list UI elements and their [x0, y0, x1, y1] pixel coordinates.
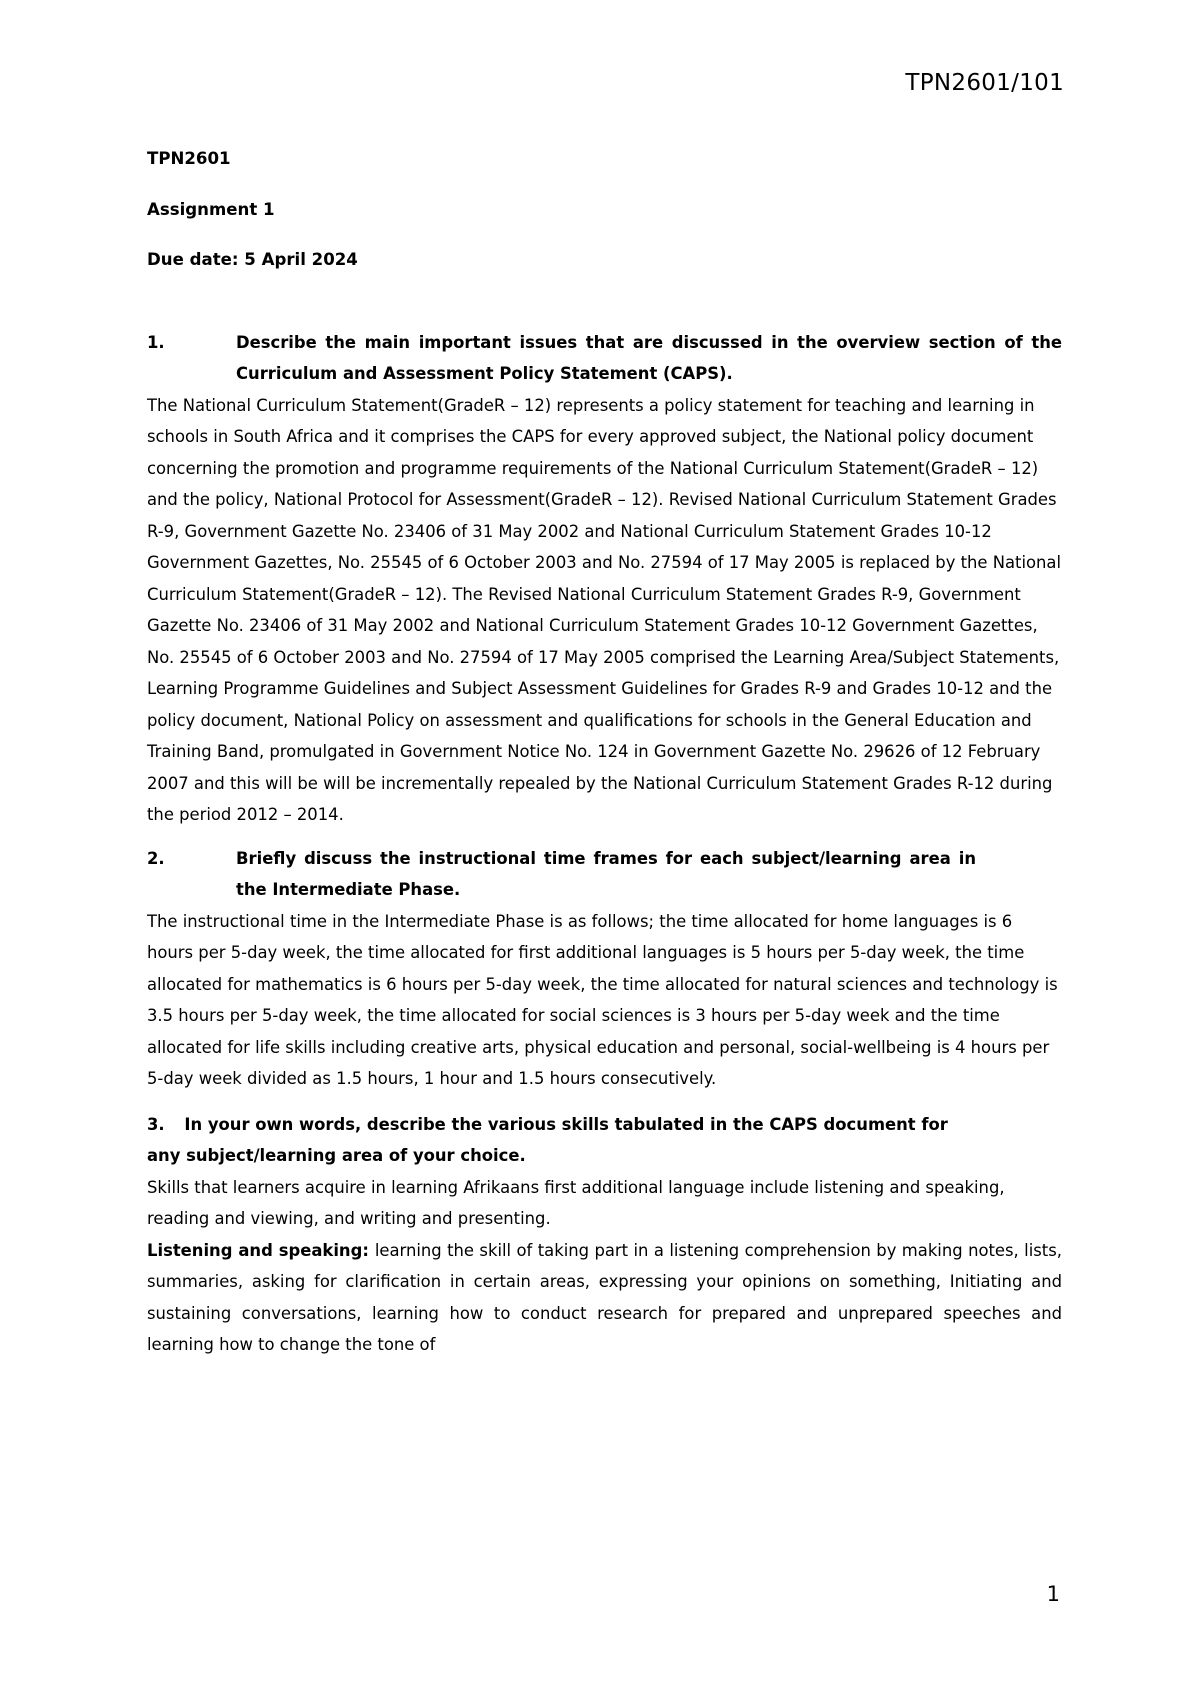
answer-2: The instructional time in the Intermediate Phase is as follows; the time allocated for home languages is 6 hours per 5-day week, the time allocated for first additional languages is 5 hours per 5-day week, the time allocated for mathematics is 6 hours per 5-day week, the time allocated for natural sciences and technology is 3.5 hours per 5-day week, the time allocated for social sciences is 3 hours per 5-day week and the time allocated for life skills including creative arts, physical education and personal, social-wellbeing is 4 hours per 5-day week divided as 1.5 hours, 1 hour and 1.5 hours consecutively.	[147, 911, 1058, 1088]
question-1-number: 1.	[147, 332, 165, 352]
question-3-number: 3.	[147, 1114, 165, 1134]
answer-1: The National Curriculum Statement(GradeR – 12) represents a policy statement for teaching and learning in schools in South Africa and it comprises the CAPS for every approved subject, the National policy document concerning the promotion and programme requirements of the National Curriculum Statement(GradeR – 12) and the policy, National Protocol for Assessment(GradeR – 12). Revised National Curriculum Statement Grades R-9, Government Gazette No. 23406 of 31 May 2002 and National Curriculum Statement Grades 10-12 Government Gazettes, No. 25545 of 6 October 2003 and No. 27594 of 17 May 2005 is replaced by the National Curriculum Statement(GradeR – 12). The Revised National Curriculum Statement Grades R-9, Government Gazette No. 23406 of 31 May 2002 and National Curriculum Statement Grades 10-12 Government Gazettes, No. 25545 of 6 October 2003 and No. 27594 of 17 May 2005 comprised the Learning Area/Subject Statements, Learning Programme Guidelines and Subject Assessment Guidelines for Grades R-9 and Grades 10-12 and the policy document, National Policy on assessment and qualifications for schools in the General Education and Training Band, promulgated in Government Notice No. 124 in Government Gazette No. 29626 of 12 February 2007 and this will be will be incrementally repealed by the National Curriculum Statement Grades R-12 during the period 2012 – 2014.	[147, 395, 1062, 824]
question-3	[147, 1109, 977, 1172]
answer-3-listening-speaking	[147, 1235, 1062, 1361]
course-code: TPN2601	[147, 149, 231, 168]
answer-3-intro: Skills that learners acquire in learning Afrikaans first additional language include listening and speaking, reading and viewing, and writing and presenting.	[147, 1177, 1005, 1228]
question-2	[147, 843, 1062, 906]
document-code-header: TPN2601/101	[905, 70, 1064, 96]
question-2-number: 2.	[147, 848, 165, 868]
listening-speaking-label: Listening and speaking:	[147, 1240, 375, 1260]
question-3-text: In your own words, describe the various skills tabulated in the CAPS document for any subject/learning area of your choice.	[147, 1114, 948, 1165]
question-1	[147, 327, 1062, 390]
question-1-text: Describe the main important issues that are discussed in the overview section of the Curriculum and Assessment Policy Statement (CAPS).	[236, 332, 1062, 383]
due-date: Due date: 5 April 2024	[147, 250, 358, 269]
listening-speaking-text: learning the skill of taking part in a listening comprehension by making notes, lists, summaries, asking for clarification in certain areas, expressing your opinions on something, Initiating and sustaining conversations, learning how to conduct research for prepared and unprepared speeches and learning how to change the tone of	[147, 1240, 1062, 1354]
document-body	[147, 143, 1062, 1361]
assignment-title: Assignment 1	[147, 199, 275, 219]
page-number: 1	[1046, 1582, 1060, 1606]
question-2-text: Briefly discuss the instructional time frames for each subject/learning area in the Intermediate Phase.	[236, 848, 976, 899]
